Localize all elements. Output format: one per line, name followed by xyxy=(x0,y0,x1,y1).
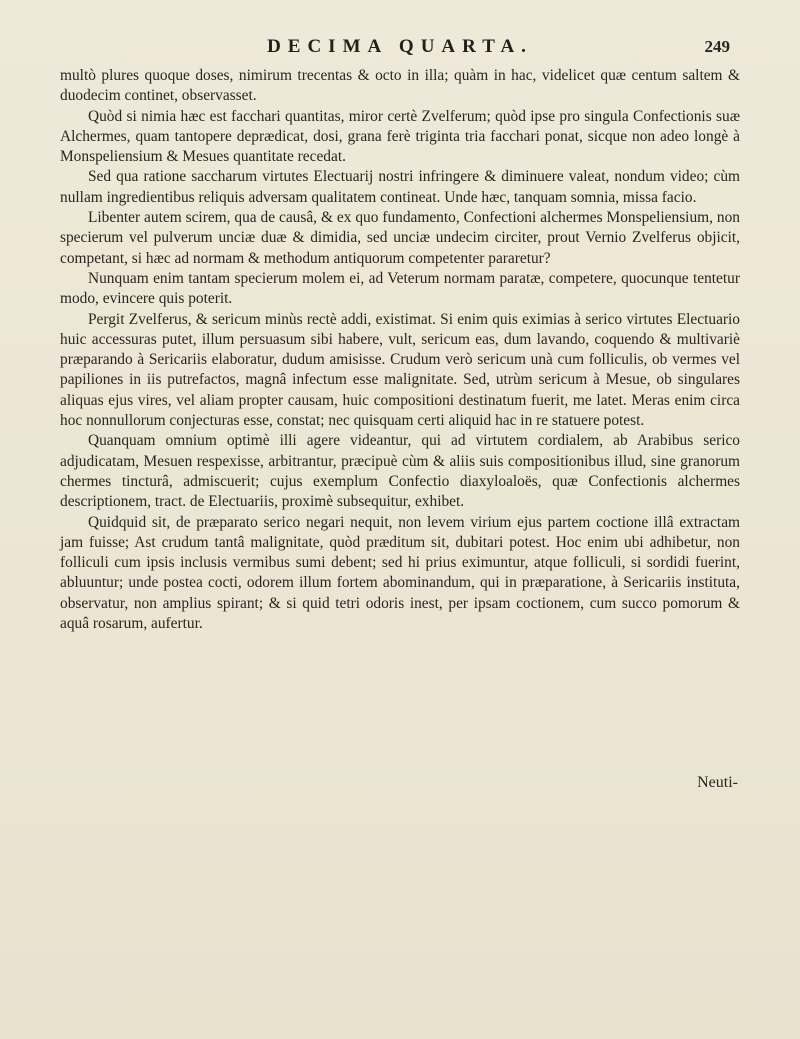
running-header xyxy=(60,30,740,64)
page-number: 249 xyxy=(704,37,730,56)
paragraph: Libenter autem scirem, qua de causâ, & ex quo fundamento, Confectioni alchermes Monspeliensium, non specierum vel pulverum unciæ duæ & dimidia, sed unciæ undecim circiter, prout Vernio Zvelferus objicit, competant, si hæc ad normam & methodum antiquorum competenter pararetur? xyxy=(60,209,740,267)
paragraph: Quòd si nimia hæc est facchari quantitas, miror certè Zvelferum; quòd ipse pro singula Confectionis suæ Alchermes, quam tantopere deprædicat, dosi, grana ferè triginta tria facchari ponat, sicque non adeo longè à Monspeliensium & Mesues quantitate recedat. xyxy=(60,107,740,166)
paragraph: Quidquid sit, de præparato serico negari nequit, non levem virium ejus partem coctione illâ extractam jam fuisse; Ast crudum tantâ malignitate, quòd præditum sit, dubitari potest. Hoc enim ubi adhibetur, non folliculi cum ipsis inclusis vermibus sumi debent; sed hi prius eximuntur, atque folliculi, si sordidi fuerint, abluuntur; unde postea cocti, odorem illum fortem abominandum, qui in præparatione, à Sericariis instituta, observatur, non amplius spirant; & si quid tetri odoris inest, per ipsam coctionem, cum succo pomorum & aquâ rosarum, aufertur. xyxy=(60,513,740,633)
paragraph: Quanquam omnium optimè illi agere videantur, qui ad virtutem cordialem, ab Arabibus serico adjudicatam, Mesuen respexisse, arbitrantur, præcipuè cùm & aliis suis compositionibus illud, sine granorum chermes tincturâ, admiscuerit; cujus exemplum Confectio diaxyloaloës, quæ Confectionis alchermes descriptionem, tract. de Electuariis, proximè subsequitur, exhibet. xyxy=(60,432,740,511)
paragraph: Nunquam enim tantam specierum molem ei, ad Veterum normam paratæ, competere, quocunque tentetur modo, evincere quis poterit. xyxy=(60,269,740,308)
body-text xyxy=(60,66,740,634)
paragraph: multò plures quoque doses, nimirum trecentas & octo in illa; quàm in hac, videlicet quæ centum saltem & duodecim continet, observasset. xyxy=(60,67,740,105)
catchword: Neuti- xyxy=(697,774,738,791)
header-title: DECIMA QUARTA. xyxy=(267,36,533,57)
paragraph: Pergit Zvelferus, & sericum minùs rectè addi, existimat. Si enim quis eximias à serico virtutes Electuario huic accessuras putet, illum persuasum sibi habere, vult, sericum eas, dum lavando, coquendo & multivariè præparando à Sericariis elaboratur, dudum amisisse. Crudum verò sericum unà cum folliculis, ob vermes vel papiliones in iis putrefactos, magnâ infectum esse malignitate. Sed, utrùm sericum à Mesue, ob singulares aliquas ejus vires, vel aliam propter causam, huic compositioni destinatum fuerit, me latet. Meras enim circa hoc nonnullorum conjecturas esse, constat; nec quisquam certi aliquid hac in re statuere potest. xyxy=(60,310,740,430)
paragraph: Sed qua ratione saccharum virtutes Electuarij nostri infringere & diminuere valeat, nondum video; cùm nullam ingredientibus reliquis adversam qualitatem contineat. Unde hæc, tanquam somnia, missa facio. xyxy=(60,168,740,206)
